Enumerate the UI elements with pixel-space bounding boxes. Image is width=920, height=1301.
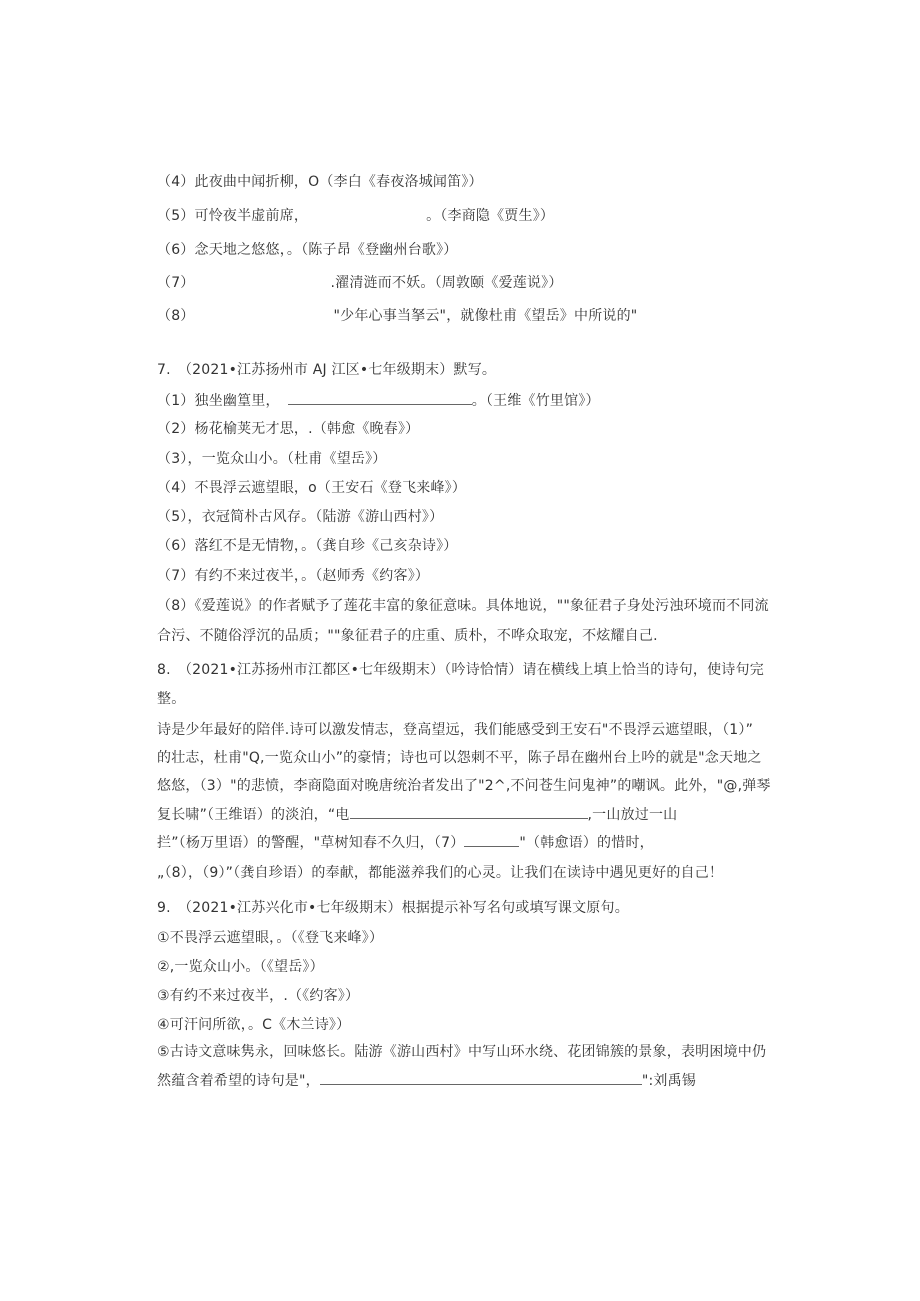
answer-blank[interactable] — [288, 390, 472, 405]
q7-item-8-line-2: 合污、不随俗浮沉的品质；""象征君子的庄重、质朴，不哗众取宠，不炫耀自己. — [157, 628, 658, 644]
q6-item-5-source: 。（李商隐《贾生》） — [426, 208, 555, 224]
q6-item-7-num: （7） — [157, 275, 195, 291]
q6-item-6: （6）念天地之悠悠，。（陈子昂《登幽州台歌》） — [157, 242, 458, 258]
answer-blank[interactable] — [320, 1070, 642, 1085]
q9-item-1: ①不畏浮云遮望眼，。（《登飞来峰》） — [157, 930, 384, 946]
q9-item-5-tail: ":刘禹锡 — [641, 1073, 696, 1089]
q7-item-7: （7）有约不来过夜半，。（赵师秀《约客》） — [157, 568, 430, 584]
q7-item-8-line-1: （8）《爱莲说》的作者赋予了莲花丰富的象征意味。具体地说，""象征君子身处污浊环境而不同流 — [157, 598, 769, 614]
q8-passage-4-text: 复长啸”（王维语）的淡泊，“电 — [157, 807, 350, 823]
q8-passage-line-6: „（8），（9）”（龚自珍语）的奉献，都能滋养我们的心灵。让我们在读诗中遇见更好的自己！ — [157, 865, 724, 881]
q6-item-7 — [157, 273, 563, 293]
q7-item-2: （2）杨花榆荚无才思，.（韩愈《晚春》） — [157, 421, 420, 437]
q7-item-1-source: 。（王维《竹里馆》） — [471, 393, 600, 409]
q9-item-4: ④可汗问所欲，。C《木兰诗》） — [157, 1017, 351, 1033]
q6-item-8 — [157, 306, 637, 326]
q9-heading: 9. （2021•江苏兴化市•七年级期末）根据提示补写名句或填写课文原句。 — [157, 900, 629, 916]
q8-passage-line-5 — [157, 832, 654, 853]
q7-heading: 7. （2021•江苏扬州市 AJ 江区•七年级期末）默写。 — [157, 362, 497, 378]
q6-item-5-text: （5）可怜夜半虚前席， — [157, 208, 309, 224]
q6-item-8-text: "少年心事当拏云"，就像杜甫《望岳》中所说的" — [333, 308, 638, 324]
answer-blank[interactable] — [464, 832, 519, 847]
q8-passage-line-2: 的壮志，杜甫"Q,一览众山小”的豪情；诗也可以怨刺不平，陈子昂在幽州台上吟的就是"念天地之 — [157, 750, 762, 766]
q8-heading-line-2: 整。 — [157, 691, 186, 707]
q9-item-5-line-1: ⑤古诗文意味隽永，回味悠长。陆游《游山西村》中写山环水绕、花团锦簇的景象，表明困境中仍 — [157, 1044, 767, 1060]
q8-passage-4-tail: ,一山放过一山 — [587, 807, 678, 823]
q6-item-7-text: .濯清涟而不妖。（周敦颐《爱莲说》） — [330, 275, 563, 291]
q7-item-1-text: （1）独坐幽篁里， — [157, 393, 280, 409]
q9-item-5-text: 然蕴含着希望的诗句是"， — [157, 1073, 320, 1089]
q6-item-5 — [157, 206, 554, 226]
q9-item-3: ③有约不来过夜半，.（《约客》） — [157, 988, 360, 1004]
q8-passage-line-3: 悠悠，（3）"的悲愤，李商隐面对晚唐统治者发出了"2^,不问苍生问鬼神”的嘲讽。此外，"@,弹琴 — [157, 778, 771, 794]
q7-item-1 — [157, 390, 600, 411]
q8-passage-5-tail: "（韩愈语）的惜时， — [519, 835, 654, 851]
q6-item-4: （4）此夜曲中闻折柳，O（李白《春夜洛城闻笛》） — [157, 174, 483, 190]
q9-item-5-line-2 — [157, 1070, 696, 1091]
q9-item-2: ②,一览众山小。（《望岳》） — [157, 959, 324, 975]
q8-passage-line-1: 诗是少年最好的陪伴.诗可以激发情志，登高望远，我们能感受到王安石"不畏浮云遮望眼，（1）” — [157, 722, 754, 738]
q7-item-5: （5），衣冠简朴古风存。（陆游《游山西村》） — [157, 509, 444, 525]
q7-item-6: （6）落红不是无情物，。（龚自珍《己亥杂诗》） — [157, 538, 458, 554]
q8-passage-5-text: 拦”（杨万里语）的警醒，"草树知春不久归，（7） — [157, 835, 465, 851]
q6-item-8-num: （8） — [157, 308, 195, 324]
q8-heading-line-1: 8. （2021•江苏扬州市江都区•七年级期末）（吟诗恰情）请在横线上填上恰当的诗句，使诗句完 — [157, 662, 764, 678]
q7-item-4: （4）不畏浮云遮望眼，o（王安石《登飞来峰》） — [157, 480, 467, 496]
q8-passage-line-4 — [157, 804, 677, 825]
answer-blank[interactable] — [350, 804, 588, 819]
q7-item-3: （3），一览众山小。（杜甫《望岳》） — [157, 451, 387, 467]
